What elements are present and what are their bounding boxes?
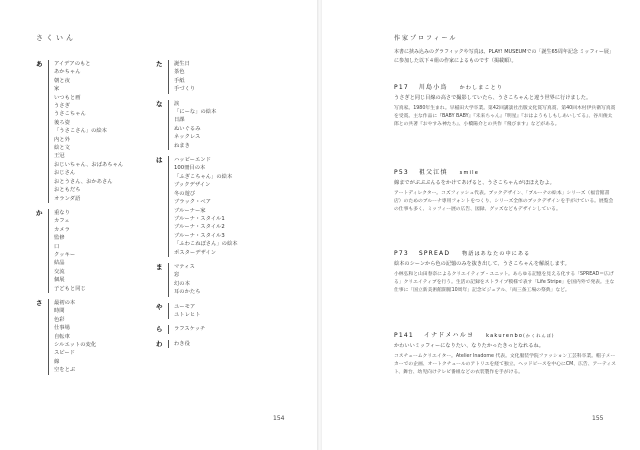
artist-name: 祖父江慎 — [418, 169, 448, 176]
index-entry: 家 — [54, 86, 60, 93]
index-entry: ハッピーエンド — [174, 157, 211, 164]
index-entry: 窓 — [174, 272, 180, 279]
index-section — [156, 303, 296, 320]
left-page-index — [0, 0, 318, 450]
index-section-letter: わ — [156, 339, 163, 348]
index-entry: 仕事場 — [54, 325, 70, 332]
index-entry: 個展 — [54, 277, 65, 284]
index-entry: ブルーナー家 — [174, 207, 206, 214]
index-entry: ラフスケッチ — [174, 326, 206, 333]
index-section-rule — [168, 60, 169, 94]
index-entry: 「うさこさん」の絵本 — [54, 128, 107, 135]
index-entry: 交流 — [54, 268, 65, 275]
artist-comment: 絵本のシーンから色の記憶のみを抜き出して、うさこちゃんを解説します。 — [394, 261, 570, 267]
index-section — [36, 299, 154, 375]
index-section-letter: ま — [156, 262, 163, 271]
artist-profile — [394, 330, 616, 377]
artist-header — [394, 330, 616, 339]
artist-header — [394, 82, 616, 91]
index-entry: カメラ — [54, 226, 70, 233]
index-section-rule — [168, 325, 169, 333]
index-column-2 — [156, 60, 296, 354]
index-entry: 冬の遊び — [174, 190, 196, 197]
artist-page-ref: P17 — [394, 84, 409, 91]
index-entry: ユーモア — [174, 303, 196, 310]
index-entry: 空をとぶ — [54, 367, 76, 374]
index-entry: あかちゃん — [54, 69, 81, 76]
index-entry: 涙 — [174, 100, 180, 107]
artist-comment: かわいいミッフィーになりたい、なりたかったきっとなれるね。 — [394, 343, 544, 349]
index-entry: 耳のかたち — [174, 289, 201, 296]
index-entry: カフェ — [54, 218, 70, 225]
index-entry: 監修 — [54, 235, 65, 242]
index-entry: シルエットの変化 — [54, 342, 97, 348]
index-section-letter: か — [36, 208, 43, 217]
artist-name: 川島小鳥 — [418, 84, 448, 91]
index-section-rule — [168, 303, 169, 320]
artist-bio: コスチュームクリエイター。Atelier Inadome 代表。文化服装学院ファッション工芸科卒業。帽子メーカーでの企画、オートクチュールのアトリエを経て独立。ヘッドピースを中心にCM、広告、アーティスト、舞台、幼児向けテレビ番組などの衣装製作を手がける。 — [394, 354, 616, 375]
artist-header — [394, 167, 616, 176]
index-section — [156, 60, 296, 94]
index-entry: ブラック・ベア — [174, 199, 211, 206]
artist-comment: うさぎと同じ目線の高さで撮影していたら、うさこちゃんと違う世界に行けました。 — [394, 95, 592, 101]
index-entry: オランダ語 — [54, 195, 81, 202]
index-entry: 茶色 — [174, 69, 185, 76]
index-entry: いつもと画 — [54, 94, 81, 101]
index-section-rule — [48, 299, 49, 375]
index-entry: スピード — [54, 350, 75, 357]
index-section — [156, 263, 296, 297]
index-entry: 幻の本 — [174, 280, 190, 287]
index-entry: 100冊目の本 — [174, 165, 206, 172]
index-section — [156, 100, 296, 150]
index-section-rule — [48, 60, 49, 203]
artist-name: SPREAD — [418, 250, 451, 257]
artist-bio: 小林弘和と山田春奈によるクリエイティブ・ユニット。あらゆる記憶を見える化する「SPREAD＝広げる」クリエイティブを行う。生活の記録をストライプ模様で表す「Life Stripe」を国内外で発表。主な仕事に「国立新美術館開館10周年」記念ビジュアル、「両三条工場の祭典」など。 — [394, 272, 615, 293]
index-section-letter: さ — [36, 298, 43, 307]
page-number-right: 155 — [592, 415, 604, 422]
index-section — [156, 325, 296, 333]
index-entry: 王冠 — [54, 153, 65, 160]
index-entry: おじさん — [54, 170, 76, 177]
index-entry: ユトレヒト — [174, 311, 201, 318]
artist-profile — [394, 250, 616, 295]
artist-profile — [394, 167, 616, 214]
artist-kana-sub: (かくれんぼ) — [523, 333, 555, 338]
artist-page-ref: P141 — [394, 332, 414, 339]
index-entry: 最初の本 — [54, 299, 76, 306]
index-entry: 「にーな」の絵本 — [174, 109, 217, 116]
index-entry: 日課 — [174, 117, 185, 124]
artist-kana: 物語はあなたの中にある — [462, 251, 531, 257]
artist-kana: kakurenbo — [486, 333, 524, 339]
index-entry: 結晶 — [54, 260, 65, 267]
index-entry: 自転車 — [54, 333, 70, 340]
profile-title: 作家プロフィール — [394, 35, 458, 42]
index-entry: 色彩 — [54, 316, 65, 323]
index-entry: 子どもと同じ — [54, 285, 86, 292]
artist-bio: 写真家。1980年生まれ。早稲田大学卒業。第42回講談社出版文化賞写真賞、第40回木村伊兵衛写真賞を受賞。主な作品に『BABY BABY』『未来ちゃん』『明星』『おはようもしもしあいしてる』、谷川俊太郎との共著『おやすみ神たち』、小橋陽介との共作『飛びます』などがある。 — [394, 106, 616, 127]
index-entry: 「ふわこねぼさん」の絵本 — [174, 241, 238, 248]
index-entry: わき役 — [174, 340, 190, 347]
artist-comment: 線までがぷぷぷんるをかけてあげると、うさこちゃんがほほえむよ。 — [394, 180, 555, 186]
index-entry: クッキー — [54, 251, 76, 258]
artist-page-ref: P73 — [394, 250, 409, 257]
index-entry: 「ふぎこちゃん」の絵本 — [174, 173, 233, 180]
index-section — [156, 340, 296, 348]
index-section-rule — [168, 263, 169, 297]
index-section-rule — [168, 100, 169, 150]
index-entry: うさこちゃん — [54, 111, 86, 118]
index-entry: 手づくり — [174, 86, 196, 93]
index-section-rule — [168, 340, 169, 348]
index-entry: 誕生日 — [174, 61, 190, 67]
artist-profile — [394, 82, 616, 129]
index-column-1 — [36, 60, 154, 381]
index-section — [156, 156, 296, 257]
index-entry: ブックデザイン — [174, 182, 211, 189]
index-entry: 線 — [54, 358, 60, 365]
index-entry: うさぎ — [54, 103, 70, 110]
index-entry: ぬいぐるみ — [174, 125, 201, 132]
artist-name: イナドメハルヨ — [423, 332, 475, 339]
index-entry: 絵と文 — [54, 145, 70, 152]
index-entry: 時間 — [54, 308, 65, 315]
artist-bio: アートディレクター。コズフィッシュ代表。ブックデザイン、「ブルーナの絵本」シリーズ（福音館書店）のためのブルーナ専用フォントをつくり、シリーズ全体のブックデザインを手がけている。展覧会の仕事も多く、ミッフィー展の広告、図録、グッズなどもデザインしている。 — [394, 191, 614, 212]
index-entry: ポスターデザイン — [174, 249, 217, 256]
index-entry: 重なり — [54, 209, 70, 216]
right-page-profiles — [322, 0, 640, 450]
index-section-letter: あ — [36, 60, 43, 68]
page-number-left: 154 — [273, 415, 285, 422]
profile-intro: 本書に挟み込みのグラフィックや写真は、PLAY! MUSEUMでの「誕生65周年記念 ミッフィー展」に参加した以下４組の作家によるものです（掲載順）。 — [394, 49, 614, 64]
index-section-letter: た — [156, 60, 163, 68]
index-entry: 口 — [54, 243, 60, 250]
index-entry: ねまき — [174, 142, 190, 149]
artist-kana: smile — [459, 170, 480, 176]
index-section-letter: な — [156, 99, 163, 108]
index-section-rule — [168, 156, 169, 257]
index-section-letter: ら — [156, 325, 163, 334]
index-section-letter: は — [156, 156, 163, 165]
index-entry: 内と外 — [54, 136, 70, 143]
artist-kana: かわしまことり — [459, 85, 504, 91]
index-entry: ネックレス — [174, 134, 201, 141]
index-entry: ブルーナ・スタイル3 — [174, 232, 225, 239]
index-section-rule — [48, 209, 49, 293]
index-section — [36, 60, 154, 203]
index-entry: 手紙 — [174, 77, 185, 84]
index-entry: マティス — [174, 263, 195, 270]
index-entry: おともだち — [54, 187, 81, 194]
artist-header — [394, 250, 616, 257]
index-entry: ブルーナ・スタイル1 — [174, 215, 225, 222]
index-entry: おじいちゃん、おばあちゃん — [54, 161, 124, 168]
artist-page-ref: P53 — [394, 169, 409, 176]
index-section — [36, 209, 154, 293]
index-entry: 後ろ姿 — [54, 119, 70, 126]
index-entry: ブルーナ・スタイル2 — [174, 224, 225, 231]
index-entry: 朝と夜 — [54, 77, 70, 84]
index-entry: おとうさん、おかあさん — [54, 178, 113, 185]
index-section-letter: や — [156, 302, 163, 311]
index-entry: アイデアのもと — [54, 61, 91, 67]
index-title: さくいん — [36, 34, 76, 42]
